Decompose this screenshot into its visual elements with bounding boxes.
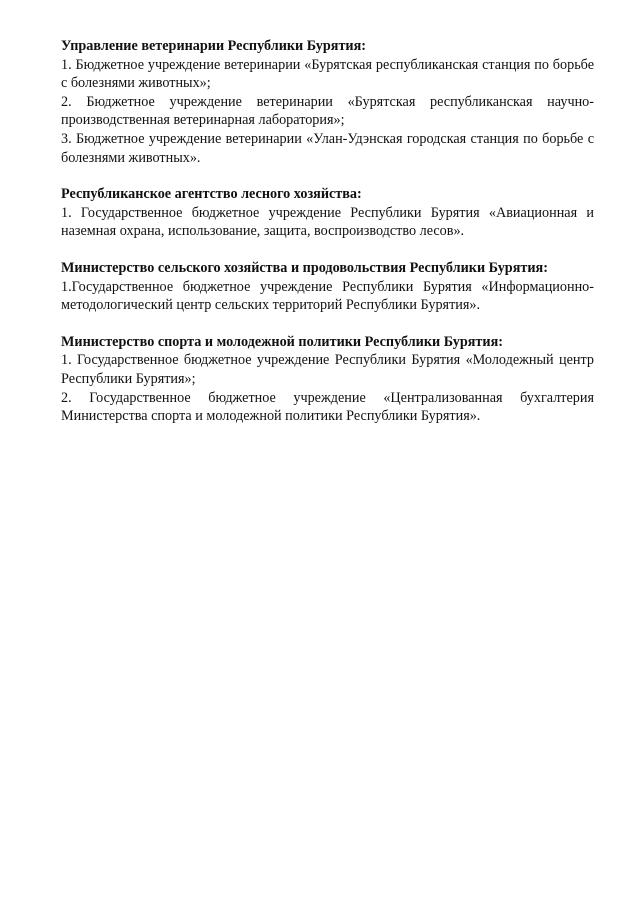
list-item: 3. Бюджетное учреждение ветеринарии «Улан-Удэнская городская станция по борьбе с болезнями животных». — [61, 130, 594, 166]
section-heading: Управление ветеринарии Республики Бурятия: — [61, 38, 367, 54]
section-sport-youth — [61, 333, 594, 426]
section-heading: Министерство спорта и молодежной политики Республики Бурятия: — [61, 333, 503, 350]
section-forestry — [61, 185, 594, 241]
document-body — [61, 37, 594, 444]
section-veterinary — [61, 37, 594, 167]
list-item: 1.Государственное бюджетное учреждение Республики Бурятия «Информационно-методологический центр сельских территорий Республики Бурятия». — [61, 278, 594, 314]
section-heading: Министерство сельского хозяйства и продовольствия Республики Бурятия: — [61, 259, 548, 276]
list-item: 1. Бюджетное учреждение ветеринарии «Бурятская республиканская станция по борьбе с болезнями животных»; — [61, 56, 594, 92]
list-item: 1. Государственное бюджетное учреждение Республики Бурятия «Авиационная и наземная охрана, использование, защита, воспроизводство лесов». — [61, 204, 594, 240]
list-item: 2. Государственное бюджетное учреждение «Централизованная бухгалтерия Министерства спорта и молодежной политики Республики Бурятия». — [61, 389, 594, 425]
list-item: 2. Бюджетное учреждение ветеринарии «Бурятская республиканская научно-производственная ветеринарная лаборатория»; — [61, 93, 594, 129]
section-agriculture — [61, 259, 594, 315]
list-item: 1. Государственное бюджетное учреждение Республики Бурятия «Молодежный центр Республики Бурятия»; — [61, 352, 594, 387]
section-heading: Республиканское агентство лесного хозяйства: — [61, 186, 362, 203]
